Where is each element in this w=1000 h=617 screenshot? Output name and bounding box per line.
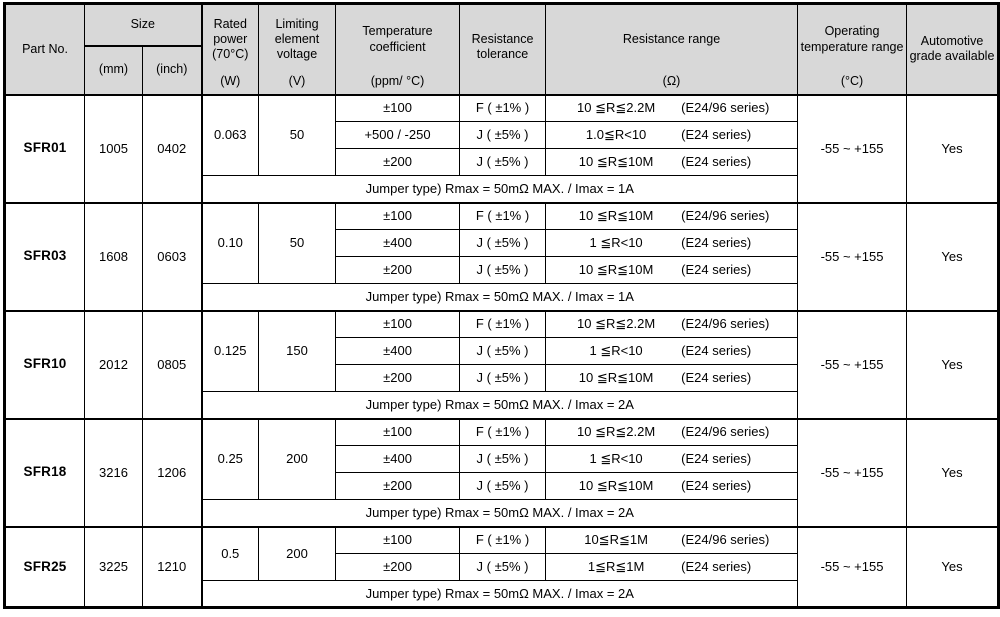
range-value: 10≦R≦1M [584,532,648,548]
spec-table [3,2,1000,609]
range-series: (E24/96 series) [681,100,770,116]
temp-coeff-cell: ±200 [336,257,460,284]
part-no-cell: SFR01 [5,95,85,203]
voltage-cell: 200 [259,527,336,581]
header-row-1 [5,4,999,46]
voltage-cell: 200 [259,419,336,500]
range-value: 1≦R≦1M [587,559,645,575]
voltage-cell: 50 [259,203,336,284]
size-inch-cell: 0402 [143,95,202,203]
header-res-tolerance-unit [461,89,544,93]
op-temp-cell: -55 ~ +155 [798,311,907,419]
range-value: 10 ≦R≦10M [578,370,654,386]
table-header [5,4,999,95]
size-inch-cell: 0603 [143,203,202,311]
auto-grade-cell: Yes [907,95,999,203]
range-series: (E24 series) [681,154,752,170]
part-no-cell: SFR03 [5,203,85,311]
header-part-no-label: Part No. [22,41,68,56]
temp-coeff-cell: ±100 [336,419,460,446]
jumper-type-cell: Jumper type) Rmax = 50mΩ MAX. / Imax = 2A [202,500,798,527]
temp-coeff-cell: ±400 [336,446,460,473]
header-op-temp-label: Operating temperature range [800,24,904,54]
resistance-range-cell [546,257,798,284]
temp-coeff-cell: ±200 [336,554,460,581]
header-auto-grade [907,4,999,95]
jumper-type-cell: Jumper type) Rmax = 50mΩ MAX. / Imax = 2A [202,581,798,608]
resistance-range-cell [546,365,798,392]
tolerance-cell: F ( ±1% ) [460,95,546,122]
table-row [5,311,999,338]
range-series: (E24 series) [681,127,752,143]
size-mm-cell: 1005 [85,95,143,203]
range-value: 10 ≦R≦10M [578,208,654,224]
header-limiting-voltage [259,4,336,95]
table-body [5,95,999,608]
tolerance-cell: F ( ±1% ) [460,311,546,338]
rated-power-cell: 0.125 [202,311,259,392]
resistance-range-cell [546,203,798,230]
range-value: 1 ≦R<10 [589,343,643,359]
rated-power-cell: 0.25 [202,419,259,500]
resistance-range-cell [546,446,798,473]
resistance-range-cell [546,230,798,257]
range-series: (E24 series) [681,370,752,386]
op-temp-cell: -55 ~ +155 [798,203,907,311]
header-res-range-label: Resistance range [622,32,721,46]
table-row [5,527,999,554]
range-series: (E24 series) [681,262,752,278]
temp-coeff-cell: ±100 [336,203,460,230]
part-no-cell: SFR25 [5,527,85,608]
resistance-range-cell [546,473,798,500]
size-mm-cell: 3216 [85,419,143,527]
jumper-type-cell: Jumper type) Rmax = 50mΩ MAX. / Imax = 1A [202,284,798,311]
auto-grade-cell: Yes [907,203,999,311]
part-no-cell: SFR18 [5,419,85,527]
tolerance-cell: J ( ±5% ) [460,257,546,284]
temp-coeff-cell: ±200 [336,149,460,176]
range-series: (E24 series) [681,559,752,575]
header-temp-coeff [336,4,460,95]
temp-coeff-cell: ±100 [336,95,460,122]
voltage-cell: 50 [259,95,336,176]
header-op-temp [798,4,907,95]
size-inch-cell: 0805 [143,311,202,419]
temp-coeff-cell: ±200 [336,365,460,392]
tolerance-cell: J ( ±5% ) [460,338,546,365]
range-value: 10 ≦R≦2.2M [577,100,656,116]
op-temp-cell: -55 ~ +155 [798,419,907,527]
resistance-range-cell [546,554,798,581]
auto-grade-cell: Yes [907,527,999,608]
size-mm-cell: 1608 [85,203,143,311]
header-size-inch: (inch) [143,46,202,95]
size-mm-cell: 3225 [85,527,143,608]
range-value: 10 ≦R≦10M [578,154,654,170]
range-series: (E24 series) [681,343,752,359]
tolerance-cell: F ( ±1% ) [460,203,546,230]
resistance-range-cell [546,95,798,122]
header-res-range-unit: (Ω) [662,74,681,88]
jumper-type-cell: Jumper type) Rmax = 50mΩ MAX. / Imax = 1A [202,176,798,203]
range-value: 10 ≦R≦10M [578,262,654,278]
op-temp-cell: -55 ~ +155 [798,95,907,203]
header-res-tolerance-label: Resistance tolerance [471,32,534,62]
range-value: 10 ≦R≦2.2M [577,316,656,332]
table-row [5,419,999,446]
rated-power-cell: 0.063 [202,95,259,176]
range-value: 1 ≦R<10 [589,451,643,467]
header-limiting-voltage-label: Limiting element voltage [274,16,320,62]
temp-coeff-cell: ±400 [336,338,460,365]
tolerance-cell: F ( ±1% ) [460,419,546,446]
temp-coeff-cell: ±100 [336,527,460,554]
rated-power-cell: 0.5 [202,527,259,581]
size-mm-cell: 2012 [85,311,143,419]
tolerance-cell: J ( ±5% ) [460,122,546,149]
jumper-type-cell: Jumper type) Rmax = 50mΩ MAX. / Imax = 2A [202,392,798,419]
header-temp-coeff-unit: (ppm/ °C) [370,74,425,88]
range-series: (E24 series) [681,478,752,494]
size-inch-cell: 1210 [143,527,202,608]
tolerance-cell: J ( ±5% ) [460,446,546,473]
size-inch-cell: 1206 [143,419,202,527]
temp-coeff-cell: +500 / -250 [336,122,460,149]
header-res-tolerance [460,4,546,95]
range-value: 10 ≦R≦10M [578,478,654,494]
range-series: (E24/96 series) [681,424,770,440]
temp-coeff-cell: ±400 [336,230,460,257]
auto-grade-cell: Yes [907,311,999,419]
resistance-range-cell [546,419,798,446]
tolerance-cell: F ( ±1% ) [460,527,546,554]
temp-coeff-cell: ±200 [336,473,460,500]
table-row [5,203,999,230]
header-temp-coeff-label: Temperature coefficient [362,24,433,54]
range-series: (E24 series) [681,235,752,251]
range-series: (E24 series) [681,451,752,467]
voltage-cell: 150 [259,311,336,392]
header-rated-power-label: Rated power (70°C) [212,16,249,62]
header-size: Size [85,4,202,46]
range-value: 10 ≦R≦2.2M [577,424,656,440]
resistance-range-cell [546,122,798,149]
header-res-range [546,4,798,95]
resistance-range-cell [546,527,798,554]
tolerance-cell: J ( ±5% ) [460,230,546,257]
header-rated-power-unit: (W) [220,74,241,88]
header-limiting-voltage-unit: (V) [288,74,306,88]
table-row [5,95,999,122]
part-no-cell: SFR10 [5,311,85,419]
header-part-no [5,4,85,95]
range-value: 1.0≦R<10 [585,127,647,143]
range-series: (E24/96 series) [681,208,770,224]
header-rated-power [202,4,259,95]
temp-coeff-cell: ±100 [336,311,460,338]
rated-power-cell: 0.10 [202,203,259,284]
header-auto-grade-label: Automotive grade available [909,34,995,64]
range-series: (E24/96 series) [681,316,770,332]
resistance-range-cell [546,311,798,338]
tolerance-cell: J ( ±5% ) [460,473,546,500]
auto-grade-cell: Yes [907,419,999,527]
range-value: 1 ≦R<10 [589,235,643,251]
resistance-range-cell [546,149,798,176]
resistance-range-cell [546,338,798,365]
op-temp-cell: -55 ~ +155 [798,527,907,608]
tolerance-cell: J ( ±5% ) [460,365,546,392]
tolerance-cell: J ( ±5% ) [460,149,546,176]
header-op-temp-unit: (°C) [840,74,864,88]
range-series: (E24/96 series) [681,532,770,548]
header-size-mm: (mm) [85,46,143,95]
tolerance-cell: J ( ±5% ) [460,554,546,581]
